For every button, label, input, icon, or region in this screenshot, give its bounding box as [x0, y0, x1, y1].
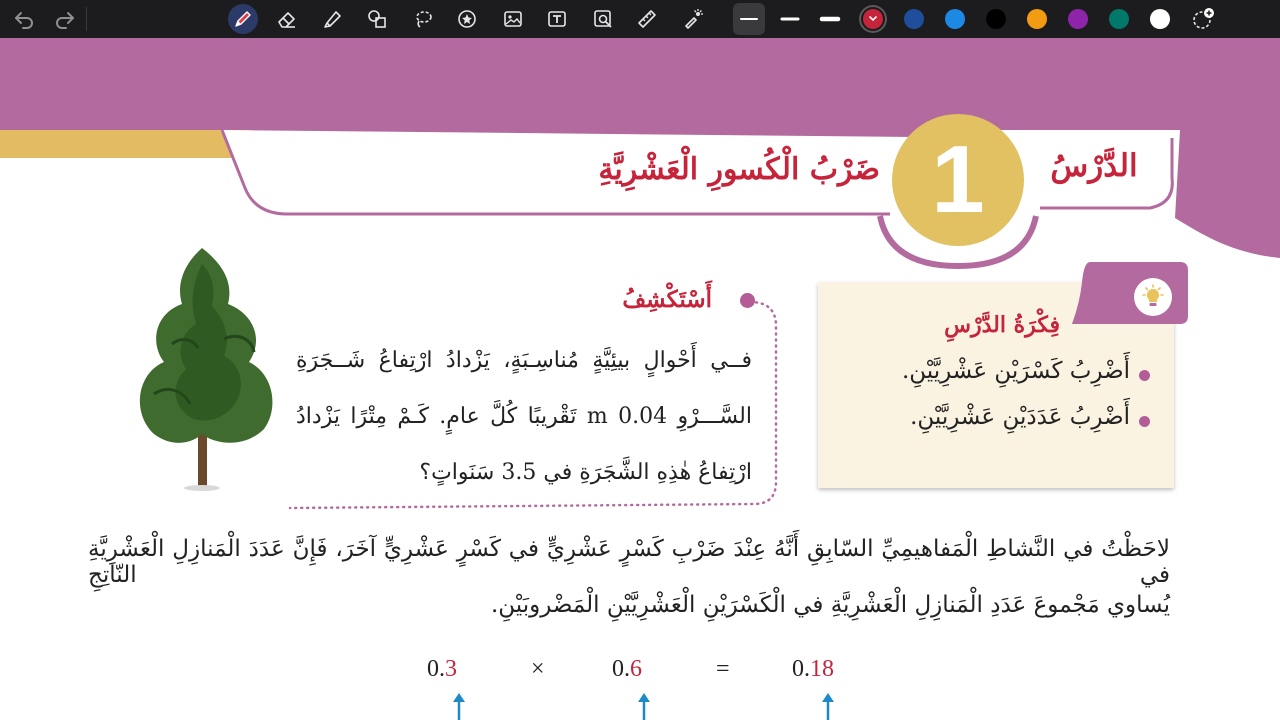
- undo-icon[interactable]: [9, 4, 39, 34]
- laser-pointer-icon[interactable]: [678, 4, 708, 34]
- lesson-label: الدَّرْسُ: [1050, 148, 1138, 184]
- eraser-icon[interactable]: [272, 4, 302, 34]
- stroke-thick-button[interactable]: [815, 4, 845, 34]
- product-decimal: 18: [810, 656, 834, 682]
- color-swatch-red[interactable]: [863, 9, 883, 29]
- explore-line-3: ارْتِفاعُ هٰذِهِ الشَّجَرَةِ في 3.5 سَنَواتٍ؟: [419, 460, 752, 485]
- explore-title: أَسْتَكْشِفُ: [622, 286, 712, 313]
- redo-icon[interactable]: [50, 4, 80, 34]
- factor-a-whole: 0.: [427, 656, 445, 682]
- toolbar-divider: [86, 7, 87, 31]
- text-icon[interactable]: [542, 4, 572, 34]
- rule-paragraph-line-2: يُساوي مَجْموعَ عَدَدِ الْمَنازِلِ الْعَشْرِيَّةِ في الْكَسْرَيْنِ الْعَشْرِيَّيْنِ الْمَضْروبَيْنِ.: [490, 592, 1170, 618]
- color-swatch-black[interactable]: [986, 9, 1006, 29]
- factor-a: [427, 656, 457, 683]
- arrow-up-icon: [452, 692, 466, 720]
- sticker-icon[interactable]: [452, 4, 482, 34]
- shapes-icon[interactable]: [362, 4, 392, 34]
- lesson-title: ضَرْبُ الْكُسورِ الْعَشْرِيَّةِ: [598, 152, 880, 187]
- explore-line-2: السَّـــرْوِ 0.04 m تَقْريبًا كُلَّ عامٍ. كَـمْ مِتْرًا يَزْدادُ: [296, 404, 752, 429]
- factor-b-whole: 0.: [612, 656, 630, 682]
- highlighter-icon[interactable]: [318, 4, 348, 34]
- explore-bullet: [740, 293, 755, 308]
- equals-sign: =: [716, 656, 730, 682]
- rule-paragraph-line-1: لاحَظْتُ في النَّشاطِ الْمَفاهيمِيِّ السّابِقِ أَنَّهُ عِنْدَ ضَرْبِ كَسْرٍ عَشْرِيٍّ في كَسْرٍ عَشْرِيٍّ آخَرَ، فَإِنَّ عَدَدَ الْمَنازِلِ الْعَشْرِيَّةِ في النّاتِجِ: [88, 536, 1170, 588]
- idea-item-1: أَضْرِبُ كَسْرَيْنِ عَشْرِيَّيْنِ.: [901, 358, 1130, 384]
- factor-a-decimal: 3: [445, 656, 457, 682]
- chevron-down-icon: [868, 15, 878, 23]
- ruler-icon[interactable]: [632, 4, 662, 34]
- idea-bullet: [1139, 370, 1150, 381]
- times-sign: ×: [531, 656, 545, 682]
- factor-b: [612, 656, 642, 683]
- cypress-tree-image: [124, 244, 280, 494]
- color-swatch-navy[interactable]: [904, 9, 924, 29]
- product: [792, 656, 834, 683]
- idea-title: فِكْرَةُ الدَّرْسِ: [944, 312, 1060, 338]
- stroke-thin-button[interactable]: [733, 3, 765, 35]
- add-color-icon[interactable]: [1188, 4, 1218, 34]
- color-swatch-white[interactable]: [1150, 9, 1170, 29]
- color-swatch-blue[interactable]: [945, 9, 965, 29]
- stroke-medium-button[interactable]: [775, 4, 805, 34]
- explore-line-1: فــي أَحْوالٍ بيئِيَّةٍ مُناسِـبَةٍ، يَزْدادُ ارْتِفاعُ شَــجَرَةِ: [296, 348, 752, 373]
- pen-icon[interactable]: [228, 4, 258, 34]
- arrow-up-icon: [637, 692, 651, 720]
- image-icon[interactable]: [498, 4, 528, 34]
- idea-item-2: أَضْرِبُ عَدَدَيْنِ عَشْرِيَّيْنِ.: [910, 404, 1130, 430]
- product-whole: 0.: [792, 656, 810, 682]
- lasso-icon[interactable]: [408, 4, 438, 34]
- arrow-up-icon: [821, 692, 835, 720]
- factor-b-decimal: 6: [630, 656, 642, 682]
- color-swatch-green[interactable]: [1109, 9, 1129, 29]
- annotation-toolbar: [0, 0, 1280, 38]
- image-search-icon[interactable]: [588, 4, 618, 34]
- color-swatch-purple[interactable]: [1068, 9, 1088, 29]
- lightbulb-icon: [1134, 278, 1172, 316]
- idea-bullet: [1139, 416, 1150, 427]
- lesson-number: 1: [931, 126, 985, 233]
- color-swatch-orange[interactable]: [1027, 9, 1047, 29]
